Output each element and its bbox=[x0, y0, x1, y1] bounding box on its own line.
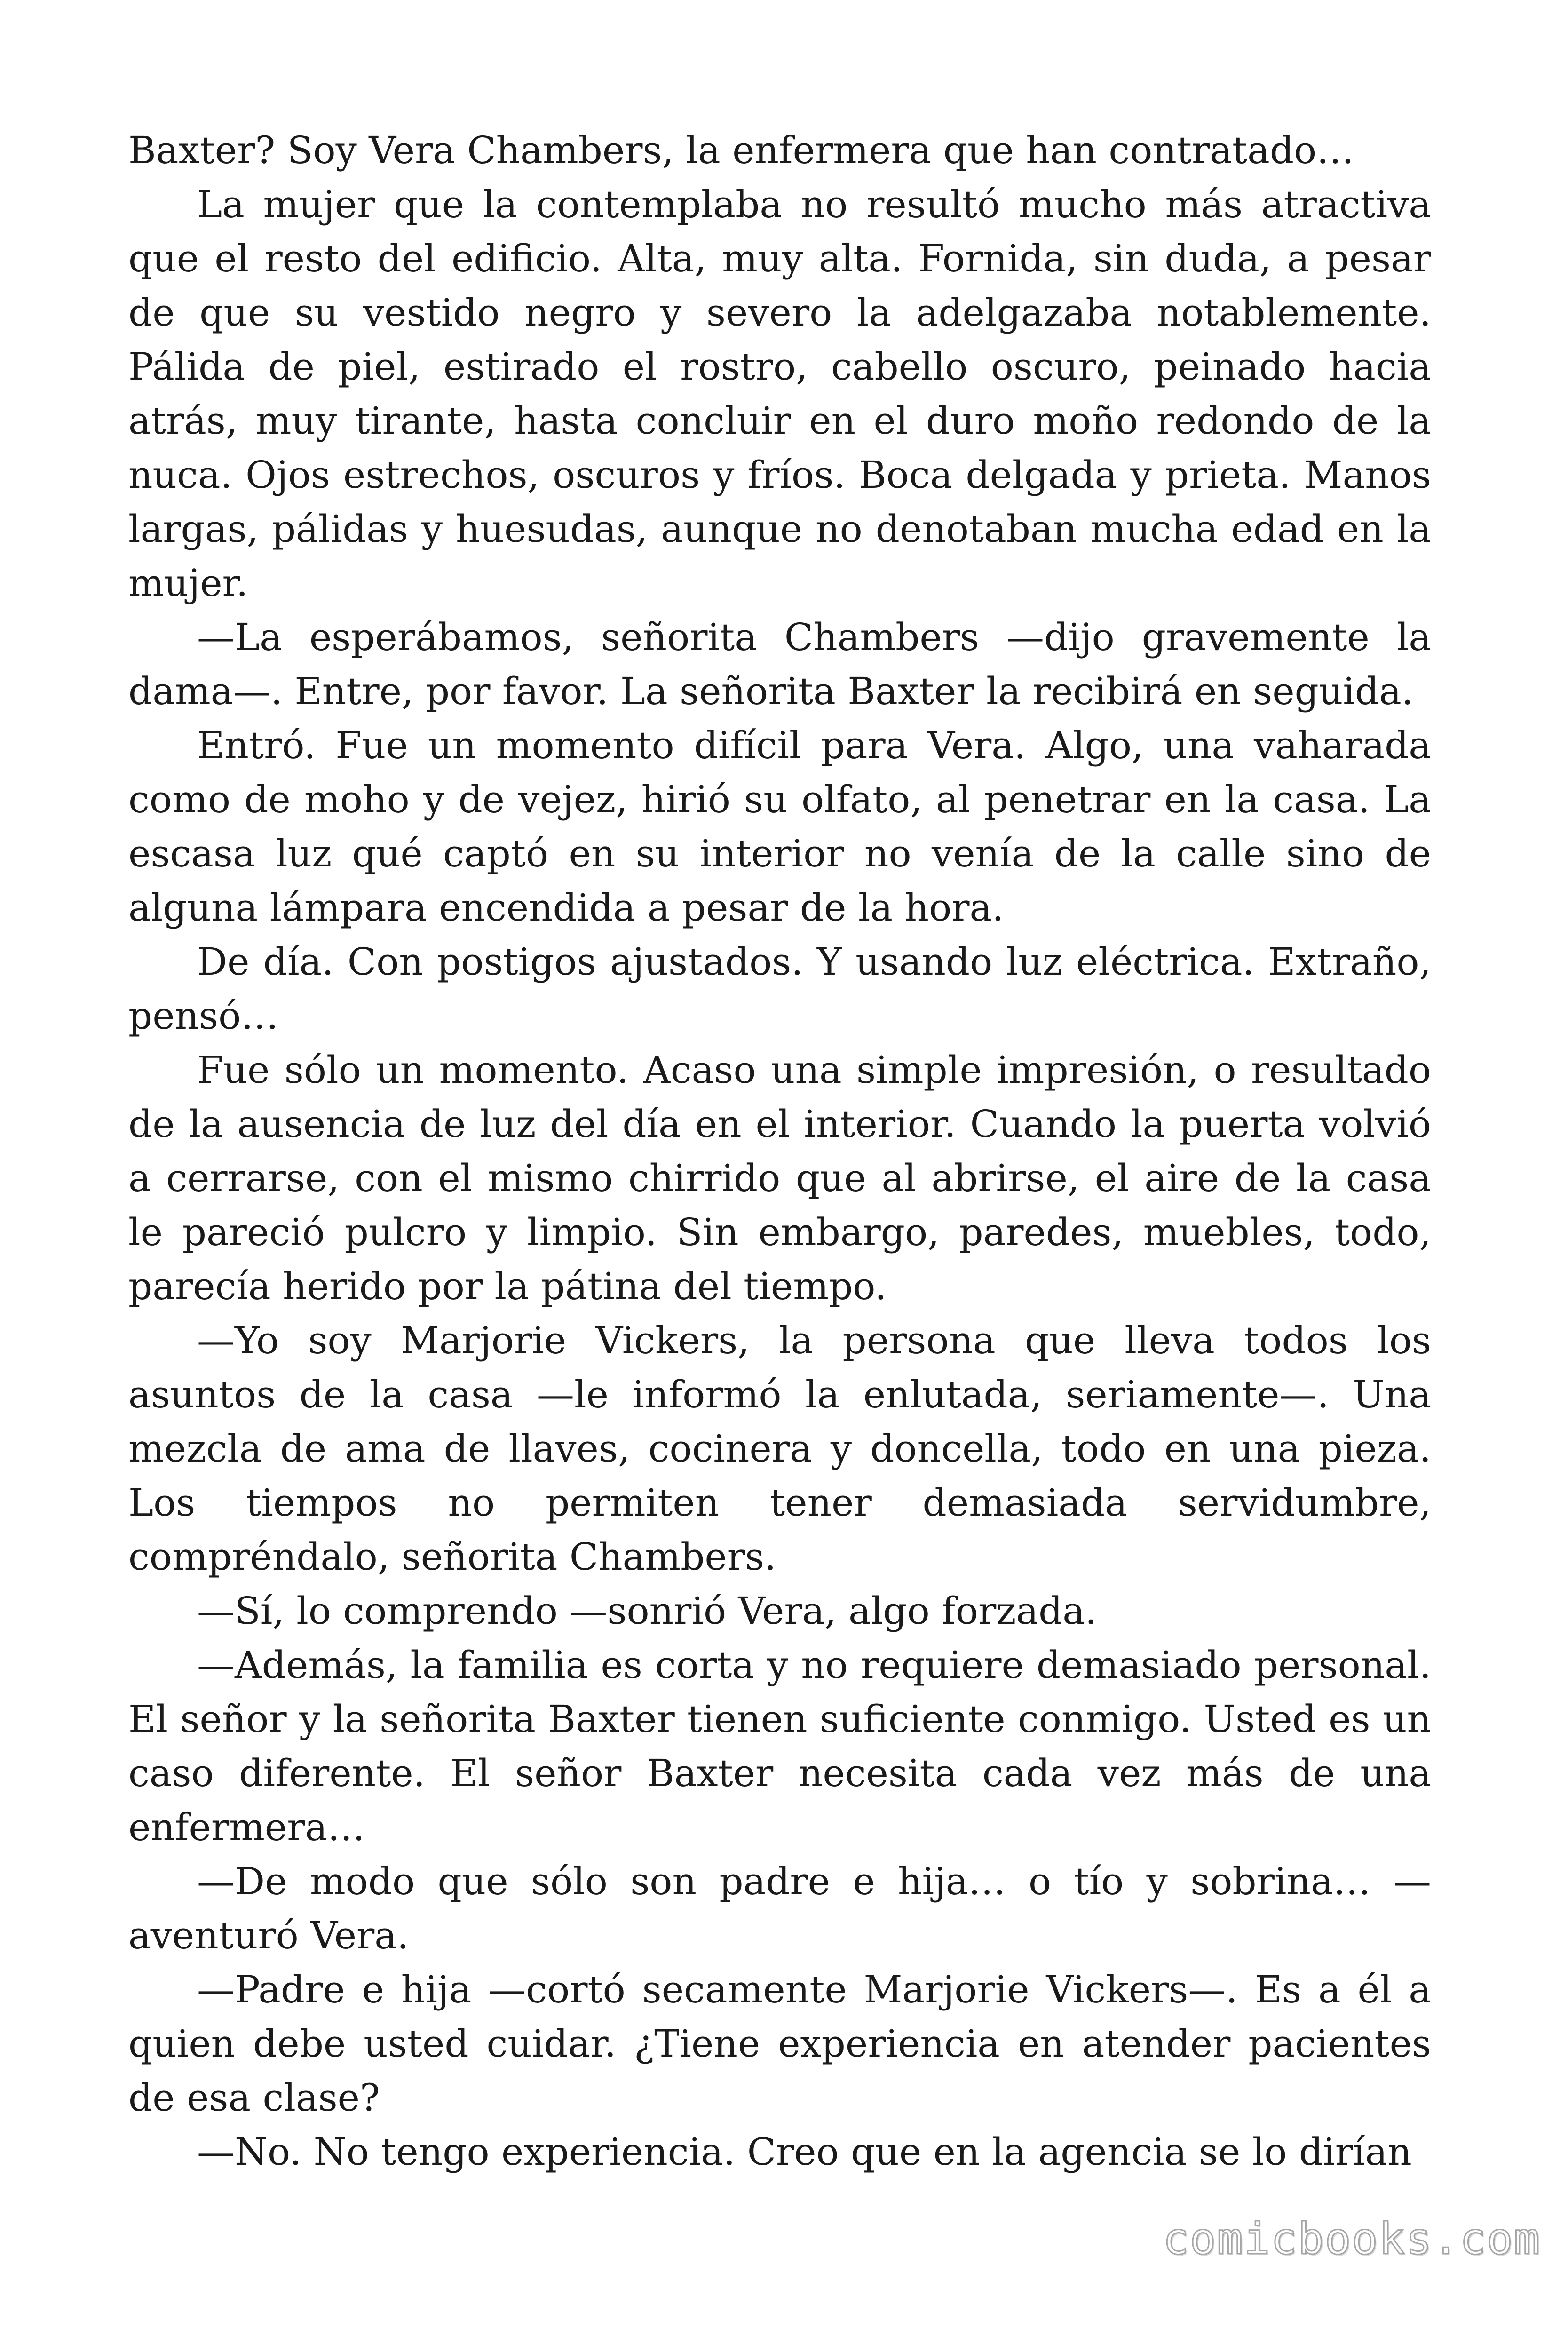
paragraph: De día. Con postigos ajustados. Y usando luz eléctrica. Extraño, pensó… bbox=[128, 940, 1431, 1038]
paragraph: —Sí, lo comprendo —sonrió Vera, algo forzada. bbox=[197, 1589, 1097, 1633]
paragraph: La mujer que la contemplaba no resultó mucho más atractiva que el resto del edificio. Alta, muy alta. Fornida, sin duda, a pesar de que su vestido negro y severo la adelgazaba notablemente. Pálida de piel, estirado el rostro, cabello oscuro, peinado hacia atrás, muy tirante, hasta concluir en el duro moño redondo de la nuca. Ojos estrechos, oscuros y fríos. Boca delgada y prieta. Manos largas, pálidas y huesudas, aunque no denotaban mucha edad en la mujer. bbox=[128, 183, 1431, 605]
paragraph: —Padre e hija —cortó secamente Marjorie Vickers—. Es a él a quien debe usted cuidar. ¿Tiene experiencia en atender pacientes de esa clase? bbox=[128, 1968, 1431, 2120]
page-body-text bbox=[128, 123, 1431, 2179]
paragraph: —Yo soy Marjorie Vickers, la persona que lleva todos los asuntos de la casa —le informó la enlutada, seriamente—. Una mezcla de ama de llaves, cocinera y doncella, todo en una pieza. Los tiempos no permiten tener demasiada servidumbre, compréndalo, señorita Chambers. bbox=[128, 1319, 1431, 1579]
paragraph: Baxter? Soy Vera Chambers, la enfermera que han contratado… bbox=[128, 128, 1354, 172]
paragraph: —No. No tengo experiencia. Creo que en la agencia se lo dirían bbox=[197, 2130, 1412, 2174]
paragraph: Fue sólo un momento. Acaso una simple impresión, o resultado de la ausencia de luz del día en el interior. Cuando la puerta volvió a cerrarse, con el mismo chirrido que al abrirse, el aire de la casa le pareció pulcro y limpio. Sin embargo, paredes, muebles, todo, parecía herido por la pátina del tiempo. bbox=[128, 1048, 1431, 1308]
paragraph: —Además, la familia es corta y no requiere demasiado personal. El señor y la señorita Baxter tienen suficiente conmigo. Usted es un caso diferente. El señor Baxter necesita cada vez más de una enfermera… bbox=[128, 1643, 1431, 1849]
paragraph: —La esperábamos, señorita Chambers —dijo gravemente la dama—. Entre, por favor. La señorita Baxter la recibirá en seguida. bbox=[128, 615, 1431, 713]
paragraph: —De modo que sólo son padre e hija… o tío y sobrina… —aventuró Vera. bbox=[128, 1859, 1431, 1957]
watermark-logo: comicbooks.com bbox=[1163, 2214, 1541, 2264]
paragraph: Entró. Fue un momento difícil para Vera. Algo, una vaharada como de moho y de vejez, hirió su olfato, al penetrar en la casa. La escasa luz qué captó en su interior no venía de la calle sino de alguna lámpara encendida a pesar de la hora. bbox=[128, 723, 1431, 930]
